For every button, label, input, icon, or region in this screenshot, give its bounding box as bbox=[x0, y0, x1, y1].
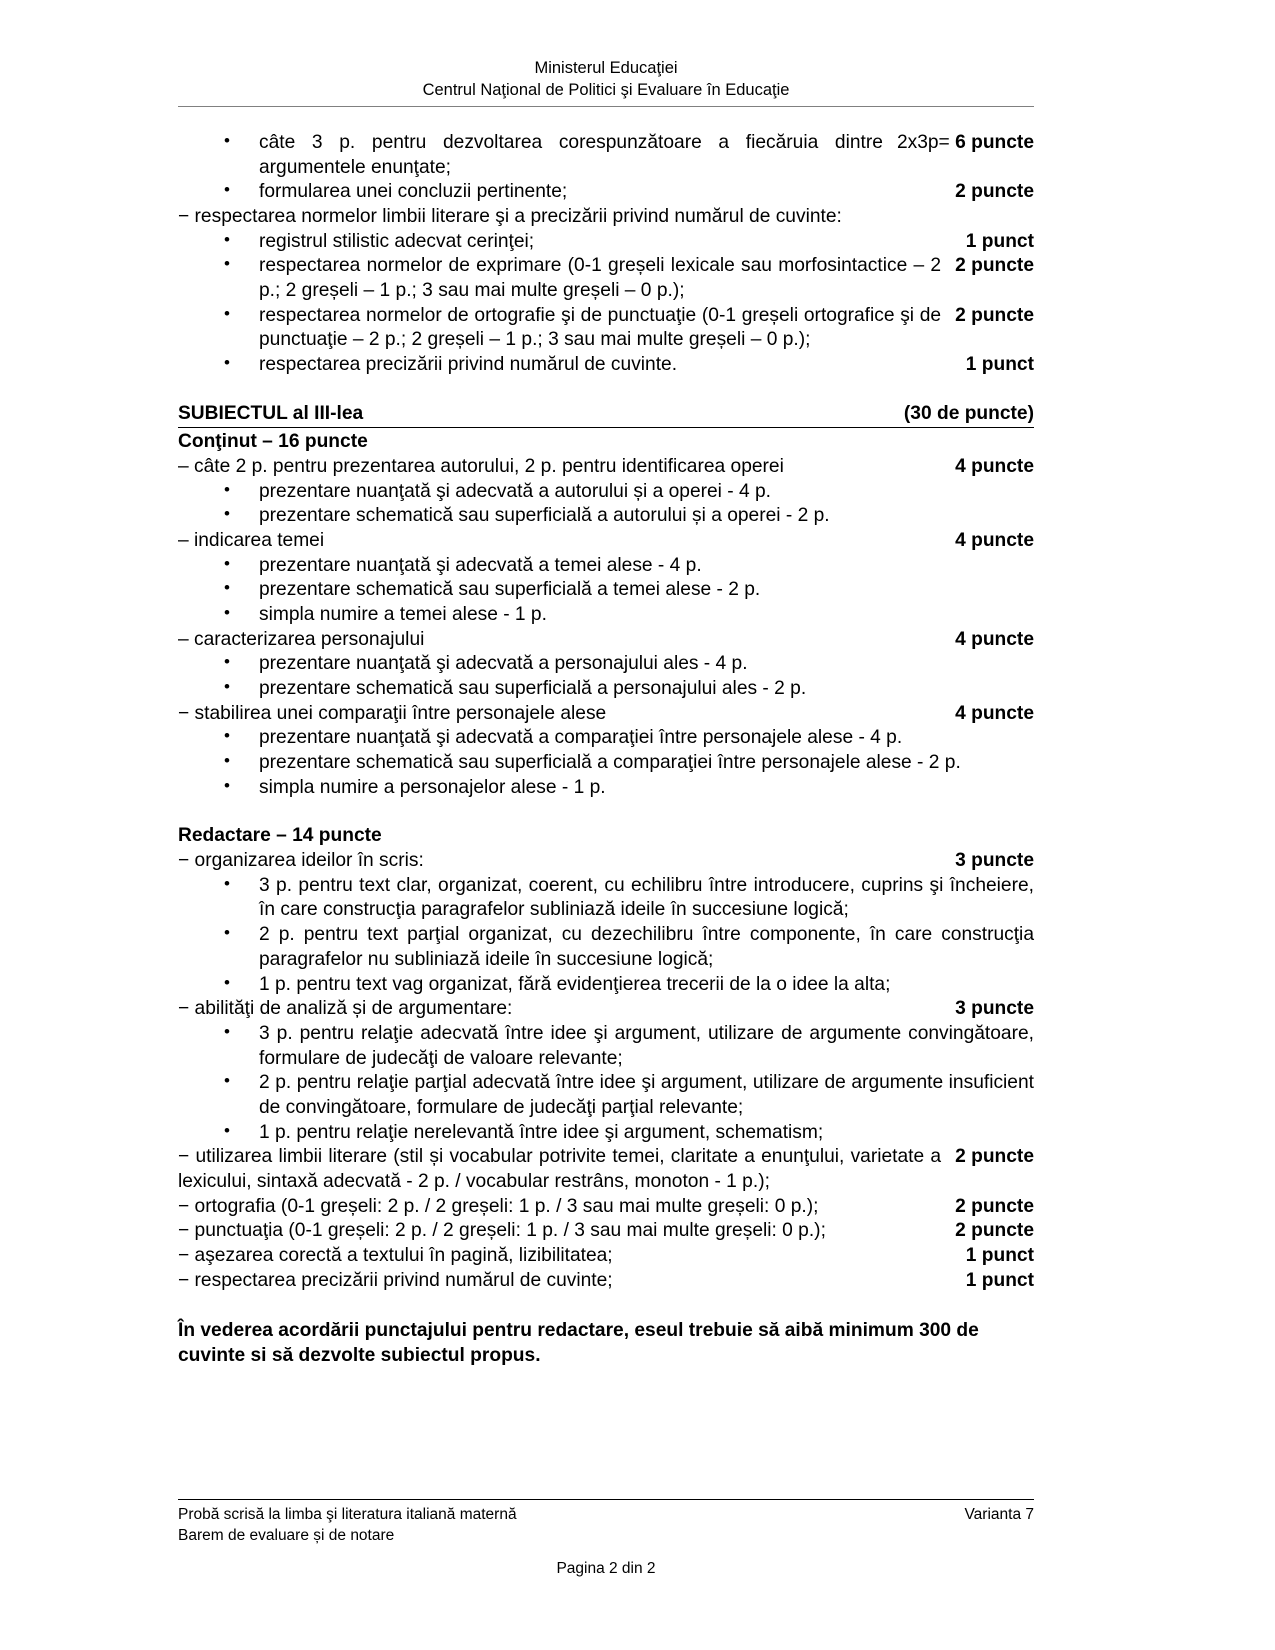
points-value: 4 puncte bbox=[955, 456, 1034, 478]
redactare-bullets-0 bbox=[178, 874, 1034, 997]
list-item: • prezentare schematică sau superficială a personajului ales - 2 p. bbox=[178, 677, 1034, 702]
list-item-label: câte 3 p. pentru dezvoltarea corespunzătoare a fiecăruia dintre argumentele enunţate; bbox=[259, 132, 883, 178]
continut-bullets-1 bbox=[178, 554, 1034, 628]
criterion-caracterizarea-personajului bbox=[178, 628, 1034, 653]
list-item bbox=[178, 230, 1034, 255]
points-value: 2 puncte bbox=[955, 1146, 1034, 1168]
criterion-label: − utilizarea limbii literare (stil și vocabular potrivite temei, claritate a enunţului, varietate a lexicului, sintaxă adecvată - 2 p. / vocabular restrâns, monoton - 1 p.); bbox=[178, 1146, 942, 1192]
criterion-label: − punctuaţia (0-1 greșeli: 2 p. / 2 greșeli: 1 p. / 3 sau mai multe greșeli: 0 p.); bbox=[178, 1220, 826, 1242]
criterion-label: − organizarea ideilor în scris: bbox=[178, 850, 424, 872]
section-spacer bbox=[178, 800, 1034, 822]
list-item: • prezentare nuanţată şi adecvată a autorului și a operei - 4 p. bbox=[178, 480, 1034, 505]
criterion-indicarea-temei bbox=[178, 529, 1034, 554]
list-item-label: registrul stilistic adecvat cerinţei; bbox=[259, 230, 535, 252]
document-body bbox=[178, 131, 1034, 1369]
list-item: • simpla numire a temei alese - 1 p. bbox=[178, 603, 1034, 628]
list-item bbox=[178, 304, 1034, 353]
list-item: • 3 p. pentru text clar, organizat, coerent, cu echilibru între introducere, cuprins şi încheiere, în care construcţia paragrafelor subliniază ideile în succesiune logică; bbox=[178, 874, 1034, 923]
points-value: • 2 puncte bbox=[955, 304, 1034, 326]
criterion-utilizarea-limbii bbox=[178, 1145, 1034, 1194]
document-footer bbox=[178, 1499, 1034, 1579]
footer-divider bbox=[178, 1499, 1034, 1500]
list-item bbox=[178, 131, 1034, 180]
redactare-heading: Redactare – 14 puncte bbox=[178, 825, 382, 847]
list-item: • 1 p. pentru text vag organizat, fără evidenţierea trecerii de la o idee la alta; bbox=[178, 973, 1034, 998]
list-item: • 3 p. pentru relaţie adecvată între idee şi argument, utilizare de argumente convingătoare, formulare de judecăţi de valoare relevante; bbox=[178, 1022, 1034, 1071]
continut-bullets-2 bbox=[178, 652, 1034, 701]
list-item bbox=[178, 254, 1034, 303]
points-value: • 1 punct bbox=[965, 230, 1034, 252]
list-item: • prezentare schematică sau superficială a temei alese - 2 p. bbox=[178, 578, 1034, 603]
criterion-label: − respectarea precizării privind numărul de cuvinte; bbox=[178, 1269, 613, 1291]
list-item: • 2 p. pentru relaţie parţial adecvată între idee şi argument, utilizare de argumente insuficient de convingătoare, formulare de judecăţi parţial relevante; bbox=[178, 1071, 1034, 1120]
list-item bbox=[178, 180, 1034, 205]
points-value: 3 puncte bbox=[955, 850, 1034, 872]
points-value: 4 puncte bbox=[955, 530, 1034, 552]
list-item: • prezentare nuanţată şi adecvată a temei alese - 4 p. bbox=[178, 554, 1034, 579]
continut-bullets-0 bbox=[178, 480, 1034, 529]
criterion-ortografia bbox=[178, 1195, 1034, 1220]
footer-variant: Varianta 7 bbox=[964, 1506, 1034, 1523]
header-ministry: Ministerul Educaţiei bbox=[534, 59, 678, 77]
criterion-punctuatia bbox=[178, 1219, 1034, 1244]
list-item-label: respectarea normelor de ortografie şi de punctuaţie (0-1 greșeli ortografice şi de punctuaţie – 2 p.; 2 greșeli – 1 p.; 3 sau mai multe greșeli – 0 p.); bbox=[259, 304, 942, 351]
list-item: • prezentare nuanţată şi adecvată a comparaţiei între personajele alese - 4 p. bbox=[178, 726, 1034, 751]
criterion-abilitati-analiza bbox=[178, 997, 1034, 1022]
header-divider bbox=[178, 106, 1034, 107]
criterion-label: – caracterizarea personajului bbox=[178, 628, 425, 650]
header-center: Centrul Naţional de Politici şi Evaluare în Educaţie bbox=[422, 80, 790, 99]
list-item: • prezentare schematică sau superficială a autorului și a operei - 2 p. bbox=[178, 504, 1034, 529]
points-value: • 2 puncte bbox=[955, 181, 1034, 203]
subject-heading bbox=[178, 402, 1034, 429]
top-bullet-list-2 bbox=[178, 230, 1034, 378]
document-header bbox=[178, 58, 1034, 107]
list-item: • simpla numire a personajelor alese - 1 p. bbox=[178, 776, 1034, 801]
list-item bbox=[178, 353, 1034, 378]
footer-doc-type: Barem de evaluare și de notare bbox=[178, 1526, 395, 1544]
footer-page-number: Pagina 2 din 2 bbox=[556, 1559, 656, 1577]
footer-exam-title: Probă scrisă la limba şi literatura italiană maternă bbox=[178, 1506, 517, 1523]
subject-title: SUBIECTUL al III-lea bbox=[178, 402, 364, 424]
criterion-norme-limbii bbox=[178, 205, 1034, 230]
criterion-label: – indicarea temei bbox=[178, 530, 325, 552]
list-item: • 1 p. pentru relaţie nerelevantă între idee şi argument, schematism; bbox=[178, 1121, 1034, 1146]
final-note: În vederea acordării punctajului pentru redactare, eseul trebuie să aibă minimum 300 de cuvinte si să dezvolte subiectul propus. bbox=[178, 1320, 979, 1367]
criterion-asezarea-textului bbox=[178, 1244, 1034, 1269]
points-value: 2 puncte bbox=[955, 1220, 1034, 1242]
list-item-label: respectarea precizării privind numărul de cuvinte. bbox=[259, 354, 678, 376]
list-item-label: respectarea normelor de exprimare (0-1 greșeli lexicale sau morfosintactice – 2 p.; 2 greșeli – 1 p.; 3 sau mai multe greșeli – 0 p.); bbox=[259, 255, 942, 302]
footer-left-block bbox=[178, 1505, 517, 1547]
points-value: 4 puncte bbox=[955, 628, 1034, 650]
criterion-autor-opera bbox=[178, 455, 1034, 480]
criterion-label: − respectarea normelor limbii literare şi a precizării privind numărul de cuvinte: bbox=[178, 206, 842, 228]
continut-bullets-3 bbox=[178, 726, 1034, 800]
points-value: 1 punct bbox=[965, 1269, 1034, 1291]
criterion-organizarea-ideilor bbox=[178, 849, 1034, 874]
list-item: • 2 p. pentru text parţial organizat, cu dezechilibru între componente, în care construcţia paragrafelor nu subliniază ideile în succesiune logică; bbox=[178, 923, 1034, 972]
points-value: 3 puncte bbox=[955, 998, 1034, 1020]
list-item: • prezentare nuanţată şi adecvată a personajului ales - 4 p. bbox=[178, 652, 1034, 677]
criterion-label: − stabilirea unei comparaţii între personajele alese bbox=[178, 702, 607, 724]
points-value: • 2 puncte bbox=[955, 255, 1034, 277]
redactare-bullets-1 bbox=[178, 1022, 1034, 1145]
subject-total-points: (30 de puncte) bbox=[903, 402, 1034, 424]
criterion-label: – câte 2 p. pentru prezentarea autorului, 2 p. pentru identificarea operei bbox=[178, 456, 784, 478]
list-item-label: formularea unei concluzii pertinente; bbox=[259, 181, 568, 203]
criterion-label: − ortografia (0-1 greșeli: 2 p. / 2 greșeli: 1 p. / 3 sau mai multe greșeli: 0 p.); bbox=[178, 1195, 819, 1217]
criterion-numarul-cuvinte bbox=[178, 1269, 1034, 1294]
top-bullet-list-1 bbox=[178, 131, 1034, 205]
points-value: • 2x3p= 6 puncte bbox=[896, 132, 1034, 153]
criterion-label: − abilităţi de analiză și de argumentare: bbox=[178, 998, 513, 1020]
criterion-label: − aşezarea corectă a textului în pagină, lizibilitatea; bbox=[178, 1244, 613, 1266]
continut-heading: Conţinut – 16 puncte bbox=[178, 431, 368, 453]
points-value: 2 puncte bbox=[955, 1195, 1034, 1217]
points-value: 1 punct bbox=[965, 1244, 1034, 1266]
points-value: 4 puncte bbox=[955, 702, 1034, 724]
criterion-comparatie-personaje bbox=[178, 702, 1034, 727]
points-value: • 1 punct bbox=[965, 354, 1034, 376]
list-item: • prezentare schematică sau superficială a comparaţiei între personajele alese - 2 p. bbox=[178, 751, 1034, 776]
